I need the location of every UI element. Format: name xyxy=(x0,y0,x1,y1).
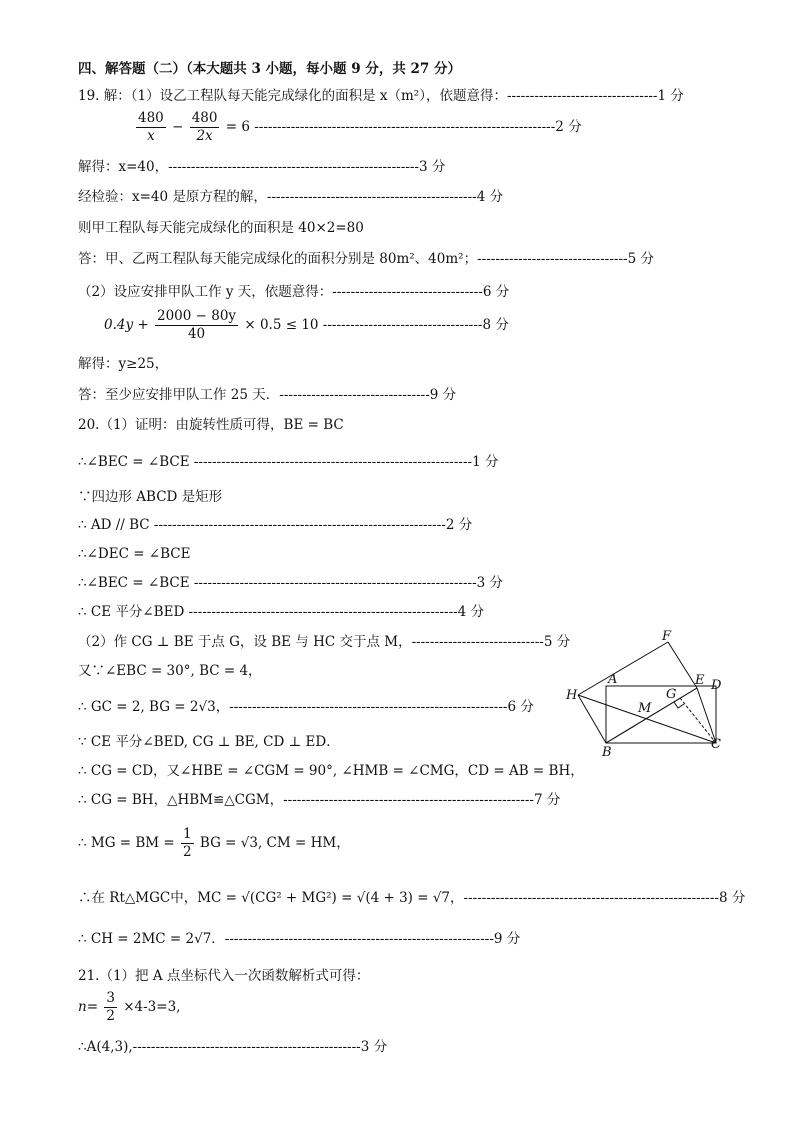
label-a: A xyxy=(608,672,618,687)
q21-line-2: n= $\frac{3}{2}$ ×4-3=3, xyxy=(78,990,181,1024)
q20-line-13: ∴ CG = BH，△HBM≌△CGM，-------------------------------------------------------7 分 xyxy=(78,792,561,808)
q19-line-3: 解得：x=40，-------------------------------------------------------3 分 xyxy=(78,159,446,175)
q19-line-9: 解得：y≥25， xyxy=(78,356,169,372)
q20-line-4: ∴ AD // BC ----------------------------------------------------------------2 分 xyxy=(78,517,473,533)
q21-line-1: 21.（1）把 A 点坐标代入一次函数解析式可得： xyxy=(78,968,370,984)
q20-line-1: 20.（1）证明：由旋转性质可得，BE = BC xyxy=(78,417,344,433)
label-e: E xyxy=(695,673,705,688)
q19-line-4: 经检验：x=40 是原方程的解，----------------------------------------------4 分 xyxy=(78,189,504,205)
q20-line-5: ∴∠DEC = ∠BCE xyxy=(78,546,191,562)
q20-line-12: ∴ CG = CD，又∠HBE = ∠CGM = 90°, ∠HMB = ∠CMG，CD = AB = BH， xyxy=(78,763,584,779)
label-d: D xyxy=(711,678,722,693)
q20-line-6: ∴∠BEC = ∠BCE --------------------------------------------------------------3 分 xyxy=(78,575,504,591)
label-f: F xyxy=(662,629,672,644)
q19-equation-2: 0.4y + $\frac{2000 - 80y}{40}$ × 0.5 ≤ 10 -----------------------------------8 分 xyxy=(104,308,509,342)
label-c: C xyxy=(711,737,721,752)
q20-line-3: ∵四边形 ABCD 是矩形 xyxy=(78,489,223,505)
q20-line-15: ∴在 Rt△MGC中，MC = √(CG² + MG²) = √(4 + 3) = √7，--------------------------------------------------------8 分 xyxy=(78,890,746,906)
q20-line-8: （2）作 CG ⊥ BE 于点 G，设 BE 与 HC 交于点 M，-----------------------------5 分 xyxy=(78,634,571,650)
segment-hb xyxy=(578,695,606,743)
label-g: G xyxy=(666,687,677,702)
fraction: $\frac{480}{2x}$ xyxy=(191,110,218,144)
label-h: H xyxy=(566,688,578,703)
fraction: $\frac{480}{x}$ xyxy=(138,110,164,144)
segment-bg xyxy=(606,688,697,743)
label-b: B xyxy=(602,745,612,760)
fraction: $\frac{2000 - 80y}{40}$ xyxy=(157,308,237,342)
section-title: 四、解答题（二）（本大题共 3 小题，每小题 9 分，共 27 分） xyxy=(78,61,462,77)
q20-line-2: ∴∠BEC = ∠BCE -------------------------------------------------------------1 分 xyxy=(78,454,499,470)
q20-line-16: ∴ CH = 2MC = 2√7．-----------------------------------------------------------9 分 xyxy=(78,931,521,947)
q19-equation-1: $\frac{480}{x}$ − $\frac{480}{2x}$ = 6 ------------------------------------------------------------------2 分 xyxy=(138,110,582,144)
q19-line-10: 答：至少应安排甲队工作 25 天．---------------------------------9 分 xyxy=(78,387,457,403)
q20-line-9: 又∵∠EBC = 30°, BC = 4， xyxy=(78,663,262,679)
q21-line-3: ∴A(4,3),--------------------------------------------------3 分 xyxy=(78,1039,388,1055)
geometry-diagram xyxy=(556,626,736,760)
q20-line-10: ∴ GC = 2, BG = 2√3，-------------------------------------------------------------6 分 xyxy=(78,699,534,715)
q19-line-5: 则甲工程队每天能完成绿化的面积是 40×2=80 xyxy=(78,220,364,236)
q19-line-1: 19. 解：（1）设乙工程队每天能完成绿化的面积是 x（m²），依题意得：---------------------------------1 分 xyxy=(78,88,684,104)
q20-line-14: ∴ MG = BM = $\frac{1}{2}$ BG = √3, CM = HM， xyxy=(78,826,350,860)
right-angle-marker xyxy=(674,702,684,708)
q19-line-7: （2）设应安排甲队工作 y 天，依题意得：---------------------------------6 分 xyxy=(78,284,510,300)
segment-fh xyxy=(578,642,668,695)
label-m: M xyxy=(638,701,652,716)
segment-ef xyxy=(668,642,697,688)
q20-line-11: ∵ CE 平分∠BED, CG ⊥ BE, CD ⊥ ED． xyxy=(78,734,340,750)
segment-ec xyxy=(697,688,716,743)
q19-line-6: 答：甲、乙两工程队每天能完成绿化的面积分别是 80m²、40m²；---------------------------------5 分 xyxy=(78,251,654,267)
q20-line-7: ∴ CE 平分∠BED -----------------------------------------------------------4 分 xyxy=(78,604,485,620)
fraction: $\frac{1}{2}$ xyxy=(183,826,192,860)
fraction: $\frac{3}{2}$ xyxy=(106,990,115,1024)
